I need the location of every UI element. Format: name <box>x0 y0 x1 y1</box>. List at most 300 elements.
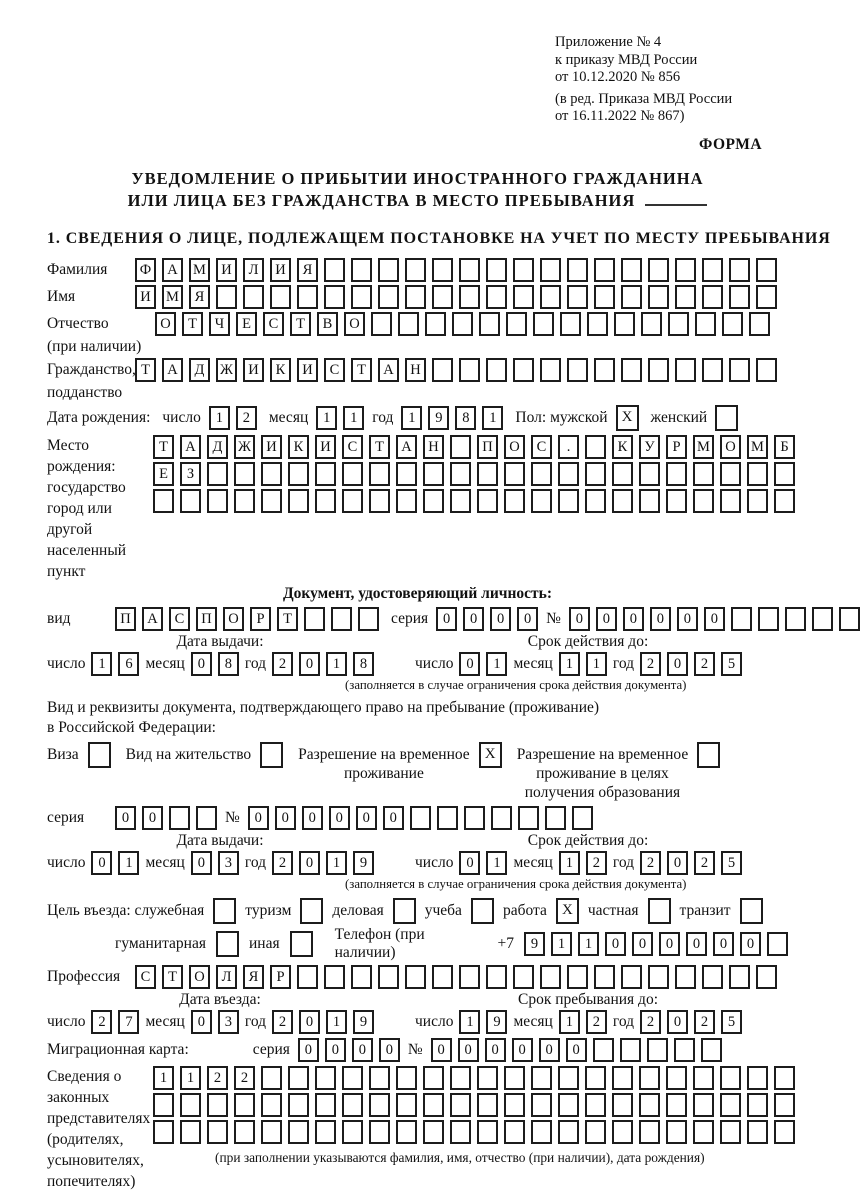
char-cell[interactable]: 1 <box>586 652 607 676</box>
char-cell[interactable]: 1 <box>209 406 230 430</box>
char-cell[interactable] <box>450 1120 471 1144</box>
char-cell[interactable]: 1 <box>459 1010 480 1034</box>
char-cell[interactable] <box>641 312 662 336</box>
char-cell[interactable] <box>437 806 458 830</box>
char-cell[interactable]: 2 <box>272 1010 293 1034</box>
char-cell[interactable]: 0 <box>383 806 404 830</box>
char-cell[interactable]: 2 <box>207 1066 228 1090</box>
char-cell[interactable]: О <box>189 965 210 989</box>
char-cell[interactable]: Л <box>216 965 237 989</box>
char-cell[interactable] <box>693 1120 714 1144</box>
char-cell[interactable]: 0 <box>379 1038 400 1062</box>
char-cell[interactable]: 7 <box>118 1010 139 1034</box>
char-cell[interactable] <box>288 1093 309 1117</box>
char-cell[interactable] <box>702 358 723 382</box>
char-cell[interactable] <box>675 358 696 382</box>
char-cell[interactable]: 0 <box>248 806 269 830</box>
char-cell[interactable]: 0 <box>191 1010 212 1034</box>
char-cell[interactable] <box>572 806 593 830</box>
char-cell[interactable]: Р <box>666 435 687 459</box>
char-cell[interactable]: И <box>270 258 291 282</box>
char-cell[interactable] <box>594 358 615 382</box>
char-cell[interactable]: 1 <box>482 406 503 430</box>
char-cell[interactable] <box>747 1066 768 1090</box>
char-cell[interactable] <box>331 607 352 631</box>
char-cell[interactable]: 1 <box>551 932 572 956</box>
char-cell[interactable]: 9 <box>486 1010 507 1034</box>
char-cell[interactable] <box>749 312 770 336</box>
char-cell[interactable]: 0 <box>431 1038 452 1062</box>
char-cell[interactable] <box>594 965 615 989</box>
char-cell[interactable] <box>585 462 606 486</box>
char-cell[interactable] <box>342 1066 363 1090</box>
char-cell[interactable] <box>731 607 752 631</box>
char-cell[interactable]: 0 <box>329 806 350 830</box>
char-cell[interactable]: 0 <box>623 607 644 631</box>
char-cell[interactable] <box>491 806 512 830</box>
char-cell[interactable]: Ч <box>209 312 230 336</box>
char-cell[interactable]: 0 <box>650 607 671 631</box>
char-cell[interactable]: 0 <box>191 851 212 875</box>
char-cell[interactable]: Т <box>290 312 311 336</box>
char-cell[interactable] <box>459 358 480 382</box>
char-cell[interactable] <box>369 1093 390 1117</box>
char-cell[interactable]: П <box>477 435 498 459</box>
char-cell[interactable] <box>540 965 561 989</box>
char-cell[interactable]: 0 <box>490 607 511 631</box>
char-cell[interactable] <box>358 607 379 631</box>
char-cell[interactable] <box>693 1066 714 1090</box>
char-cell[interactable] <box>405 258 426 282</box>
char-cell[interactable] <box>729 358 750 382</box>
char-cell[interactable]: Е <box>236 312 257 336</box>
char-cell[interactable] <box>261 1066 282 1090</box>
char-cell[interactable]: М <box>747 435 768 459</box>
char-cell[interactable]: 6 <box>118 652 139 676</box>
char-cell[interactable]: 0 <box>539 1038 560 1062</box>
char-cell[interactable]: 0 <box>459 851 480 875</box>
char-cell[interactable] <box>621 965 642 989</box>
char-cell[interactable]: 0 <box>566 1038 587 1062</box>
char-cell[interactable]: О <box>720 435 741 459</box>
char-cell[interactable]: М <box>189 258 210 282</box>
char-cell[interactable] <box>396 1066 417 1090</box>
char-cell[interactable]: П <box>196 607 217 631</box>
char-cell[interactable] <box>369 462 390 486</box>
char-cell[interactable]: Ж <box>234 435 255 459</box>
char-cell[interactable] <box>531 1066 552 1090</box>
char-cell[interactable] <box>513 258 534 282</box>
char-cell[interactable] <box>722 312 743 336</box>
char-cell[interactable] <box>747 1093 768 1117</box>
char-cell[interactable] <box>693 462 714 486</box>
char-cell[interactable]: Т <box>162 965 183 989</box>
char-cell[interactable] <box>758 607 779 631</box>
char-cell[interactable] <box>378 285 399 309</box>
char-cell[interactable] <box>450 1093 471 1117</box>
char-cell[interactable] <box>720 462 741 486</box>
char-cell[interactable] <box>324 258 345 282</box>
char-cell[interactable] <box>531 489 552 513</box>
char-cell[interactable] <box>702 965 723 989</box>
char-cell[interactable] <box>513 358 534 382</box>
char-cell[interactable]: 0 <box>459 652 480 676</box>
char-cell[interactable] <box>594 285 615 309</box>
char-cell[interactable] <box>558 462 579 486</box>
char-cell[interactable] <box>756 258 777 282</box>
char-cell[interactable]: 0 <box>605 932 626 956</box>
char-cell[interactable] <box>614 312 635 336</box>
char-cell[interactable]: Т <box>182 312 203 336</box>
char-cell[interactable]: В <box>317 312 338 336</box>
char-cell[interactable]: 5 <box>721 851 742 875</box>
char-cell[interactable] <box>486 965 507 989</box>
char-cell[interactable] <box>459 965 480 989</box>
char-cell[interactable]: О <box>504 435 525 459</box>
char-cell[interactable] <box>396 1120 417 1144</box>
char-cell[interactable] <box>531 1093 552 1117</box>
char-cell[interactable] <box>558 1093 579 1117</box>
purpose-humanitarian-checkbox[interactable] <box>216 931 239 957</box>
char-cell[interactable]: З <box>180 462 201 486</box>
char-cell[interactable]: К <box>270 358 291 382</box>
char-cell[interactable] <box>612 1066 633 1090</box>
char-cell[interactable]: 0 <box>686 932 707 956</box>
char-cell[interactable] <box>450 489 471 513</box>
char-cell[interactable]: 0 <box>191 652 212 676</box>
char-cell[interactable]: И <box>243 358 264 382</box>
char-cell[interactable] <box>315 1093 336 1117</box>
char-cell[interactable] <box>587 312 608 336</box>
char-cell[interactable] <box>585 435 606 459</box>
char-cell[interactable] <box>666 462 687 486</box>
char-cell[interactable]: С <box>324 358 345 382</box>
char-cell[interactable] <box>785 607 806 631</box>
char-cell[interactable]: 1 <box>559 1010 580 1034</box>
char-cell[interactable] <box>504 1066 525 1090</box>
char-cell[interactable] <box>506 312 527 336</box>
char-cell[interactable] <box>342 489 363 513</box>
char-cell[interactable]: У <box>639 435 660 459</box>
char-cell[interactable] <box>666 1093 687 1117</box>
char-cell[interactable] <box>567 965 588 989</box>
char-cell[interactable] <box>639 462 660 486</box>
char-cell[interactable] <box>648 285 669 309</box>
char-cell[interactable] <box>666 489 687 513</box>
char-cell[interactable] <box>477 1120 498 1144</box>
char-cell[interactable]: Л <box>243 258 264 282</box>
char-cell[interactable] <box>324 965 345 989</box>
char-cell[interactable]: С <box>531 435 552 459</box>
char-cell[interactable]: 1 <box>559 851 580 875</box>
char-cell[interactable] <box>774 1120 795 1144</box>
char-cell[interactable] <box>701 1038 722 1062</box>
char-cell[interactable] <box>423 1093 444 1117</box>
char-cell[interactable]: 0 <box>298 1038 319 1062</box>
char-cell[interactable] <box>639 1120 660 1144</box>
char-cell[interactable]: 2 <box>272 851 293 875</box>
char-cell[interactable] <box>558 489 579 513</box>
char-cell[interactable]: 0 <box>299 851 320 875</box>
char-cell[interactable] <box>288 1120 309 1144</box>
char-cell[interactable] <box>196 806 217 830</box>
char-cell[interactable] <box>342 1120 363 1144</box>
char-cell[interactable] <box>423 462 444 486</box>
char-cell[interactable] <box>531 1120 552 1144</box>
char-cell[interactable] <box>243 285 264 309</box>
char-cell[interactable] <box>477 1093 498 1117</box>
char-cell[interactable]: Т <box>369 435 390 459</box>
char-cell[interactable]: Д <box>207 435 228 459</box>
char-cell[interactable] <box>639 489 660 513</box>
char-cell[interactable] <box>410 806 431 830</box>
char-cell[interactable]: 0 <box>299 1010 320 1034</box>
char-cell[interactable]: 0 <box>569 607 590 631</box>
char-cell[interactable] <box>369 1120 390 1144</box>
char-cell[interactable] <box>585 1066 606 1090</box>
char-cell[interactable] <box>180 1120 201 1144</box>
char-cell[interactable]: О <box>223 607 244 631</box>
char-cell[interactable]: А <box>378 358 399 382</box>
char-cell[interactable] <box>396 489 417 513</box>
char-cell[interactable]: 9 <box>353 851 374 875</box>
char-cell[interactable]: 0 <box>275 806 296 830</box>
char-cell[interactable] <box>504 489 525 513</box>
char-cell[interactable]: 0 <box>142 806 163 830</box>
char-cell[interactable]: Я <box>243 965 264 989</box>
char-cell[interactable] <box>702 258 723 282</box>
char-cell[interactable]: 0 <box>713 932 734 956</box>
char-cell[interactable] <box>756 285 777 309</box>
char-cell[interactable]: 8 <box>353 652 374 676</box>
char-cell[interactable] <box>153 489 174 513</box>
char-cell[interactable] <box>288 462 309 486</box>
char-cell[interactable]: 0 <box>91 851 112 875</box>
char-cell[interactable]: 0 <box>302 806 323 830</box>
char-cell[interactable]: И <box>297 358 318 382</box>
char-cell[interactable]: 1 <box>326 851 347 875</box>
char-cell[interactable] <box>396 1093 417 1117</box>
char-cell[interactable] <box>839 607 860 631</box>
char-cell[interactable] <box>675 965 696 989</box>
char-cell[interactable] <box>479 312 500 336</box>
char-cell[interactable] <box>666 1120 687 1144</box>
char-cell[interactable] <box>486 258 507 282</box>
char-cell[interactable]: 9 <box>353 1010 374 1034</box>
char-cell[interactable] <box>234 489 255 513</box>
char-cell[interactable] <box>288 489 309 513</box>
char-cell[interactable]: А <box>180 435 201 459</box>
char-cell[interactable] <box>369 489 390 513</box>
char-cell[interactable] <box>648 358 669 382</box>
char-cell[interactable]: 0 <box>667 1010 688 1034</box>
char-cell[interactable]: 2 <box>640 1010 661 1034</box>
char-cell[interactable] <box>774 1066 795 1090</box>
purpose-private-checkbox[interactable] <box>648 898 671 924</box>
char-cell[interactable]: Б <box>774 435 795 459</box>
char-cell[interactable]: 2 <box>640 652 661 676</box>
char-cell[interactable] <box>702 285 723 309</box>
char-cell[interactable] <box>647 1038 668 1062</box>
char-cell[interactable] <box>207 1093 228 1117</box>
char-cell[interactable]: 1 <box>486 851 507 875</box>
char-cell[interactable]: 1 <box>326 652 347 676</box>
char-cell[interactable]: 9 <box>524 932 545 956</box>
char-cell[interactable] <box>540 285 561 309</box>
char-cell[interactable]: 0 <box>463 607 484 631</box>
char-cell[interactable]: 1 <box>153 1066 174 1090</box>
char-cell[interactable] <box>540 358 561 382</box>
purpose-official-checkbox[interactable] <box>213 898 236 924</box>
char-cell[interactable] <box>477 489 498 513</box>
char-cell[interactable]: Н <box>423 435 444 459</box>
char-cell[interactable]: 3 <box>218 1010 239 1034</box>
char-cell[interactable]: 0 <box>299 652 320 676</box>
char-cell[interactable] <box>207 489 228 513</box>
char-cell[interactable]: 8 <box>218 652 239 676</box>
char-cell[interactable] <box>612 489 633 513</box>
char-cell[interactable]: С <box>169 607 190 631</box>
char-cell[interactable] <box>621 358 642 382</box>
char-cell[interactable] <box>720 1093 741 1117</box>
char-cell[interactable] <box>486 285 507 309</box>
char-cell[interactable] <box>533 312 554 336</box>
char-cell[interactable] <box>621 258 642 282</box>
char-cell[interactable] <box>612 1093 633 1117</box>
char-cell[interactable] <box>270 285 291 309</box>
temp-residence-edu-checkbox[interactable] <box>697 742 720 768</box>
char-cell[interactable] <box>180 489 201 513</box>
char-cell[interactable] <box>612 462 633 486</box>
char-cell[interactable] <box>567 358 588 382</box>
char-cell[interactable] <box>774 1093 795 1117</box>
char-cell[interactable]: 8 <box>455 406 476 430</box>
char-cell[interactable]: 0 <box>667 652 688 676</box>
char-cell[interactable]: 0 <box>596 607 617 631</box>
char-cell[interactable] <box>342 1093 363 1117</box>
char-cell[interactable] <box>668 312 689 336</box>
char-cell[interactable] <box>450 435 471 459</box>
char-cell[interactable] <box>423 1066 444 1090</box>
char-cell[interactable]: 1 <box>316 406 337 430</box>
char-cell[interactable] <box>315 1066 336 1090</box>
char-cell[interactable]: 0 <box>356 806 377 830</box>
char-cell[interactable]: Ф <box>135 258 156 282</box>
purpose-other-checkbox[interactable] <box>290 931 313 957</box>
char-cell[interactable] <box>234 1120 255 1144</box>
char-cell[interactable] <box>675 285 696 309</box>
char-cell[interactable] <box>297 285 318 309</box>
char-cell[interactable]: 2 <box>586 1010 607 1034</box>
char-cell[interactable] <box>540 258 561 282</box>
char-cell[interactable]: 0 <box>677 607 698 631</box>
char-cell[interactable]: 0 <box>115 806 136 830</box>
char-cell[interactable]: 1 <box>118 851 139 875</box>
char-cell[interactable] <box>767 932 788 956</box>
char-cell[interactable] <box>207 1120 228 1144</box>
char-cell[interactable] <box>720 489 741 513</box>
char-cell[interactable] <box>477 1066 498 1090</box>
char-cell[interactable] <box>153 1093 174 1117</box>
char-cell[interactable] <box>207 462 228 486</box>
char-cell[interactable]: . <box>558 435 579 459</box>
char-cell[interactable] <box>304 607 325 631</box>
char-cell[interactable] <box>459 285 480 309</box>
char-cell[interactable] <box>234 1093 255 1117</box>
char-cell[interactable] <box>621 285 642 309</box>
char-cell[interactable] <box>369 1066 390 1090</box>
char-cell[interactable]: М <box>693 435 714 459</box>
char-cell[interactable]: 3 <box>218 851 239 875</box>
char-cell[interactable]: 2 <box>694 851 715 875</box>
char-cell[interactable] <box>153 1120 174 1144</box>
char-cell[interactable]: С <box>135 965 156 989</box>
char-cell[interactable] <box>558 1066 579 1090</box>
char-cell[interactable]: 0 <box>704 607 725 631</box>
char-cell[interactable]: Т <box>277 607 298 631</box>
char-cell[interactable] <box>234 462 255 486</box>
char-cell[interactable]: 0 <box>512 1038 533 1062</box>
char-cell[interactable] <box>504 462 525 486</box>
char-cell[interactable]: 0 <box>485 1038 506 1062</box>
char-cell[interactable] <box>450 462 471 486</box>
char-cell[interactable] <box>351 965 372 989</box>
char-cell[interactable] <box>729 965 750 989</box>
char-cell[interactable] <box>648 258 669 282</box>
char-cell[interactable]: 0 <box>517 607 538 631</box>
residence-checkbox[interactable] <box>260 742 283 768</box>
char-cell[interactable] <box>720 1066 741 1090</box>
char-cell[interactable]: Т <box>351 358 372 382</box>
char-cell[interactable] <box>729 285 750 309</box>
char-cell[interactable] <box>747 1120 768 1144</box>
char-cell[interactable]: И <box>216 258 237 282</box>
char-cell[interactable]: О <box>155 312 176 336</box>
char-cell[interactable] <box>452 312 473 336</box>
char-cell[interactable] <box>720 1120 741 1144</box>
char-cell[interactable] <box>432 258 453 282</box>
purpose-tourism-checkbox[interactable] <box>300 898 323 924</box>
char-cell[interactable] <box>729 258 750 282</box>
char-cell[interactable]: К <box>288 435 309 459</box>
char-cell[interactable]: 2 <box>234 1066 255 1090</box>
char-cell[interactable]: К <box>612 435 633 459</box>
char-cell[interactable]: А <box>162 258 183 282</box>
char-cell[interactable] <box>423 489 444 513</box>
char-cell[interactable] <box>545 806 566 830</box>
char-cell[interactable]: Н <box>405 358 426 382</box>
char-cell[interactable]: Р <box>270 965 291 989</box>
char-cell[interactable]: 0 <box>352 1038 373 1062</box>
char-cell[interactable] <box>513 965 534 989</box>
purpose-study-checkbox[interactable] <box>471 898 494 924</box>
char-cell[interactable] <box>351 258 372 282</box>
char-cell[interactable] <box>450 1066 471 1090</box>
purpose-transit-checkbox[interactable] <box>740 898 763 924</box>
char-cell[interactable] <box>315 462 336 486</box>
char-cell[interactable] <box>774 489 795 513</box>
char-cell[interactable]: 2 <box>586 851 607 875</box>
char-cell[interactable]: Р <box>250 607 271 631</box>
char-cell[interactable]: 2 <box>91 1010 112 1034</box>
char-cell[interactable]: 0 <box>436 607 457 631</box>
char-cell[interactable] <box>812 607 833 631</box>
char-cell[interactable] <box>695 312 716 336</box>
char-cell[interactable] <box>169 806 190 830</box>
char-cell[interactable] <box>477 462 498 486</box>
char-cell[interactable]: 5 <box>721 652 742 676</box>
char-cell[interactable]: 0 <box>325 1038 346 1062</box>
